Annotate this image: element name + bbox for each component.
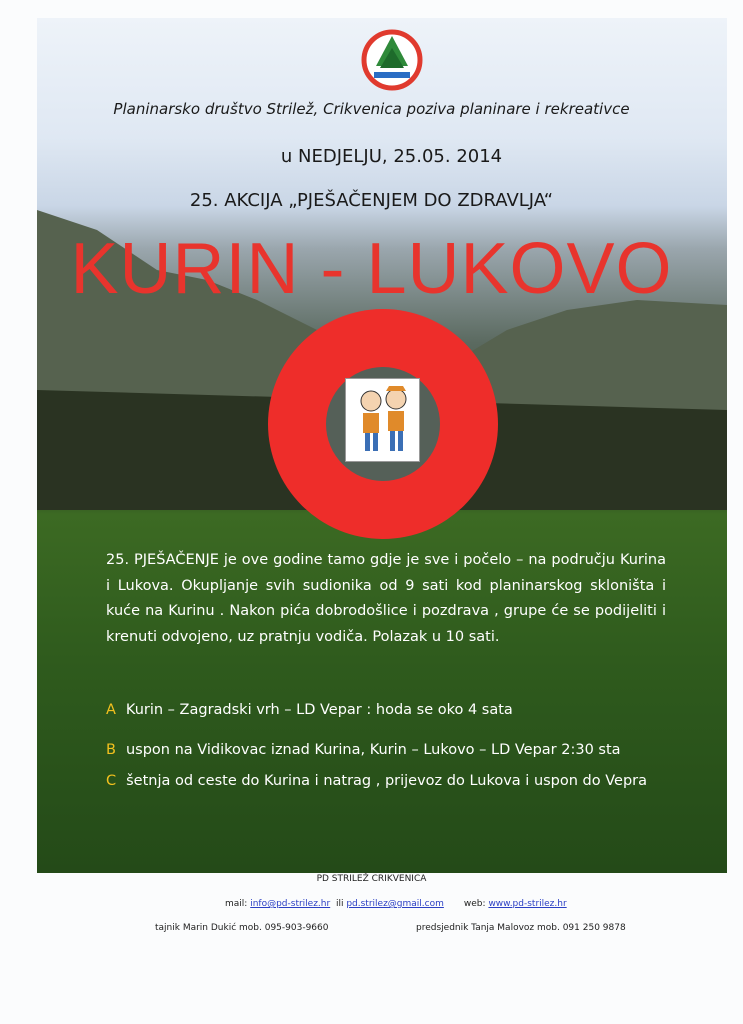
event-description <box>106 548 666 650</box>
invitation-line: Planinarsko društvo Strilež, Crikvenica poziva planinare i rekreativce <box>113 100 630 118</box>
option-a <box>106 702 513 718</box>
club-logo <box>360 28 424 92</box>
option-letter: C <box>106 773 117 789</box>
mail-link-1[interactable]: info@pd-strilez.hr <box>250 899 331 909</box>
web-label: web: <box>463 899 486 909</box>
footer-contacts <box>225 899 567 909</box>
president-contact: predsjednik Tanja Malovoz mob. 091 250 9878 <box>416 923 626 933</box>
event-date: u NEDJELJU, 25.05. 2014 <box>280 146 503 167</box>
option-letter: A <box>106 702 116 718</box>
option-text: uspon na Vidikovac iznad Kurina, Kurin – Lukovo – LD Vepar 2:30 sta <box>125 742 621 758</box>
option-text: Kurin – Zagradski vrh – LD Vepar : hoda se oko 4 sata <box>125 702 513 718</box>
option-letter: B <box>106 742 116 758</box>
description-lead: 25. PJEŠAČENJE <box>106 552 219 568</box>
event-name: 25. AKCIJA „PJEŠAČENJEM DO ZDRAVLJA“ <box>189 190 554 211</box>
hikers-illustration <box>345 378 420 462</box>
description-text: je ove godine tamo gdje je sve i počelo – na području Kurina i Lukova. Okupljanje svih sudionika od 9 sati kod planinarskog skloništa i kuće na Kurinu . Nakon pića dobrodošlice i pozdrava , grupe će se podijeliti i krenuti odvojeno, uz pratnju vodiča. Polazak u 10 sati. <box>106 552 666 645</box>
secretary-contact: tajnik Marin Dukić mob. 095-903-9660 <box>155 923 329 933</box>
option-b <box>106 742 621 758</box>
or-label: ili <box>335 899 344 909</box>
mail-link-2[interactable]: pd.strilez@gmail.com <box>346 899 444 909</box>
mail-label: mail: <box>225 899 248 909</box>
option-text: šetnja od ceste do Kurina i natrag , prijevoz do Lukova i uspon do Vepra <box>126 773 648 789</box>
web-link[interactable]: www.pd-strilez.hr <box>488 899 567 909</box>
poster-title: KURIN - LUKOVO <box>70 229 673 309</box>
option-c <box>106 773 647 789</box>
footer-org: PD STRILEŽ CRIKVENICA <box>316 874 427 884</box>
